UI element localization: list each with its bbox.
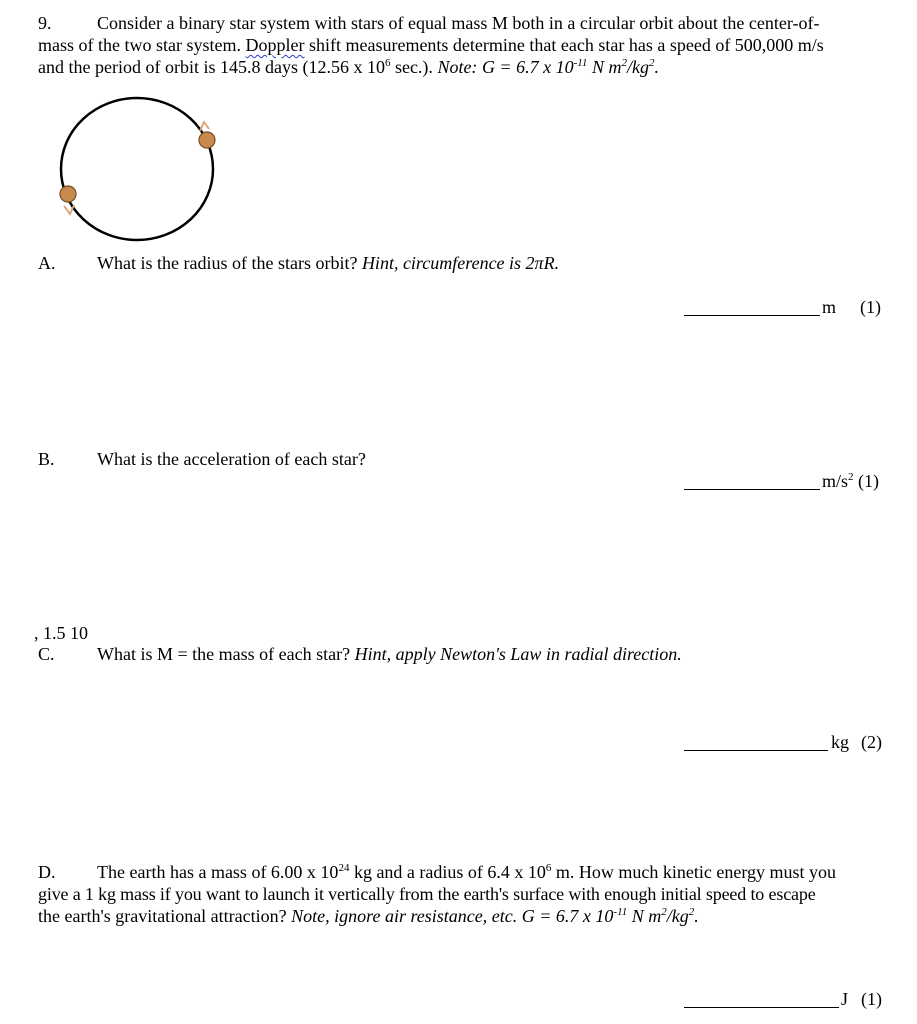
q9-line3-post: sec.). (390, 57, 433, 77)
answer-blank-c[interactable] (684, 732, 828, 751)
orbit-circle (61, 98, 213, 240)
star-left (60, 186, 76, 202)
q9-doppler-word: Doppler (245, 35, 305, 55)
star-right (199, 132, 215, 148)
part-d-label: D. (38, 862, 56, 882)
q9-note-exp: -11 (573, 57, 588, 69)
part-a-points: (1) (860, 297, 881, 317)
part-c-unit: kg (831, 732, 849, 752)
part-b-unit-exp: 2 (848, 471, 854, 483)
q9-note-end: . (654, 57, 659, 77)
part-d-units: N m (627, 906, 662, 926)
q9-number: 9. (38, 13, 52, 33)
part-d-units-exp: 2 (661, 906, 667, 918)
q9-line2-pre: mass of the two star system. (38, 35, 241, 55)
part-d-unit: J (841, 989, 849, 1009)
part-d-units2: /kg (666, 906, 689, 926)
part-d-units2-exp: 2 (688, 906, 695, 918)
part-d-note: Note, ignore air resistance, etc. (291, 906, 518, 926)
part-d-points: (1) (861, 989, 882, 1009)
part-d-exp1: 24 (338, 862, 350, 874)
answer-blank-b[interactable] (684, 471, 820, 490)
q9-line1 (38, 12, 898, 34)
q9-note-units2-exp: 2 (648, 57, 655, 69)
q9-note-units-exp: 2 (621, 57, 627, 69)
part-b-points: (1) (858, 471, 880, 491)
part-d-line2: give a 1 kg mass if you want to launch it vertically from the earth's surface with enough initial speed to escape (38, 884, 816, 904)
part-d-exp2: 6 (545, 862, 552, 874)
part-d-line1-c: m. How much kinetic energy must you (551, 862, 837, 882)
part-b-unit: m/s (822, 471, 849, 491)
part-d-line1-a: The earth has a mass of 6.00 x 10 (97, 862, 339, 882)
part-b-label: B. (38, 449, 55, 469)
q9-line1-text: Consider a binary star system with stars of equal mass M both in a circular orbit about the center-of- (97, 13, 820, 33)
q9-line3-exp: 6 (384, 57, 391, 69)
part-d-line3 (38, 905, 699, 927)
q9-note-label: Note: (437, 57, 478, 77)
part-d-line1-b: kg and a radius of 6.4 x 10 (349, 862, 546, 882)
part-a-hint: Hint, circumference is 2πR. (361, 253, 560, 273)
q9-note-formula: G = 6.7 x 10 (481, 57, 574, 77)
part-a-label: A. (38, 253, 56, 273)
part-d-end: . (694, 906, 699, 926)
part-d-formula-exp: -11 (613, 906, 628, 918)
part-c-label: C. (38, 644, 55, 664)
part-b-question-text: What is the acceleration of each star? (97, 449, 366, 469)
part-a-unit: m (822, 297, 837, 317)
part-c-question-text: What is M = the mass of each star? (97, 644, 351, 664)
part-d-formula: G = 6.7 x 10 (521, 906, 614, 926)
part-d-line3-a: the earth's gravitational attraction? (38, 906, 287, 926)
part-c-hint: Hint, apply Newton's Law in radial direction. (354, 644, 682, 664)
arrow-right-star (200, 122, 209, 131)
stray-text: , 1.5 10 (34, 623, 88, 643)
part-b-unit-wrap (822, 470, 879, 492)
q9-note-units: N m (587, 57, 622, 77)
q9-line2-post: shift measurements determine that each star has a speed of 500,000 m/s (308, 35, 824, 55)
answer-blank-a[interactable] (684, 297, 820, 316)
q9-note-units2: /kg (626, 57, 649, 77)
answer-blank-d[interactable] (684, 989, 839, 1008)
arrow-left-star (64, 205, 74, 214)
part-a-question-text: What is the radius of the stars orbit? (97, 253, 358, 273)
part-c-points: (2) (861, 732, 882, 752)
q9-line3-text: and the period of orbit is 145.8 days (12.56 x 10 (38, 57, 385, 77)
q9-line3 (38, 56, 659, 78)
q9-line2 (38, 34, 824, 56)
